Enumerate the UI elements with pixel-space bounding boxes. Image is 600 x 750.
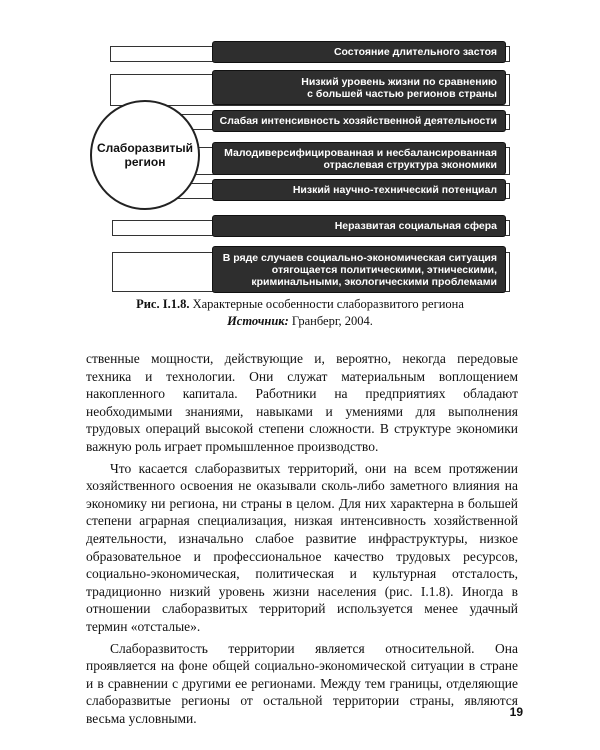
bar-text: Малодиверсифицированная и несбалансированная xyxy=(224,146,497,159)
feature-bar-social-sphere xyxy=(213,216,505,236)
figure-title: Характерные особенности слаборазвитого региона xyxy=(189,297,464,311)
bar-text: В ряде случаев социально-экономическая ситуация xyxy=(222,251,497,264)
source-text: Гранберг, 2004. xyxy=(288,314,373,328)
hub-label-line: регион xyxy=(124,155,166,169)
bar-text: с большей частью регионов страны xyxy=(307,87,497,100)
feature-bar-economic-structure xyxy=(213,143,505,174)
source-label: Источник: xyxy=(227,314,289,328)
body-text xyxy=(86,350,518,727)
figure-label: Рис. I.1.8. xyxy=(136,297,190,311)
bar-text: отраслевая структура экономики xyxy=(323,158,497,171)
page-number: 19 xyxy=(509,705,523,719)
region-diagram xyxy=(0,0,600,300)
feature-bar-living-standard xyxy=(213,71,505,104)
bar-text: Слабая интенсивность хозяйственной деятельности xyxy=(219,115,497,127)
feature-bar-scientific-potential xyxy=(213,180,505,200)
feature-bar-economic-intensity xyxy=(213,111,505,131)
paragraph: ственные мощности, действующие и, вероятно, некогда передовые техника и технологии. Они служат материальным воплощением накопленного капитала. Работники на предприятиях обладают необходимыми знаниями, навыками и умениями для выполнения трудовых операций высокой степени сложности. В структуре экономики важную роль играет промышленное производство. xyxy=(86,351,518,454)
region-hub-circle xyxy=(90,100,200,210)
bar-text: Низкий научно-технический потенциал xyxy=(292,184,497,196)
bar-text: Низкий уровень жизни по сравнению xyxy=(301,75,497,88)
paragraph: Слаборазвитость территории является относительной. Она проявляется на фоне общей социально-экономической ситуации в стране и в сравнении с другими ее регионами. Между тем границы, отделяющие слаборазвитые регионы от остальной территории страны, являются весьма условными. xyxy=(86,640,518,726)
figure-caption xyxy=(0,297,600,312)
feature-bar-stagnation xyxy=(213,42,505,62)
hub-label-line: Слаборазвитый xyxy=(96,141,194,155)
bar-text: Состояние длительного застоя xyxy=(333,46,497,58)
paragraph: Что касается слаборазвитых территорий, они на всем протяжении хозяйственного освоения не оказывали сколь-либо заметного влияния на экономику ни региона, ни страны в целом. Для них характерна в большей степени аграрная специализация, низкая интенсивность хозяйственной деятельности, изначально слабое развитие инфраструктуры, низкое образовательное и профессиональное качество трудовых ресурсов, социально-экономическая, политическая и культурная отсталость, традиционно низкий уровень жизни населения (рис. I.1.8). Иногда в отношении слаборазвитых территорий используется менее удачный термин «отсталые». xyxy=(86,460,518,634)
bar-text: криминальными, экологическими проблемами xyxy=(251,275,497,288)
figure-source xyxy=(0,314,600,329)
bar-text: Неразвитая социальная сфера xyxy=(334,220,497,232)
feature-bar-other-problems xyxy=(213,247,505,292)
bar-text: отягощается политическими, этническими, xyxy=(271,263,497,276)
